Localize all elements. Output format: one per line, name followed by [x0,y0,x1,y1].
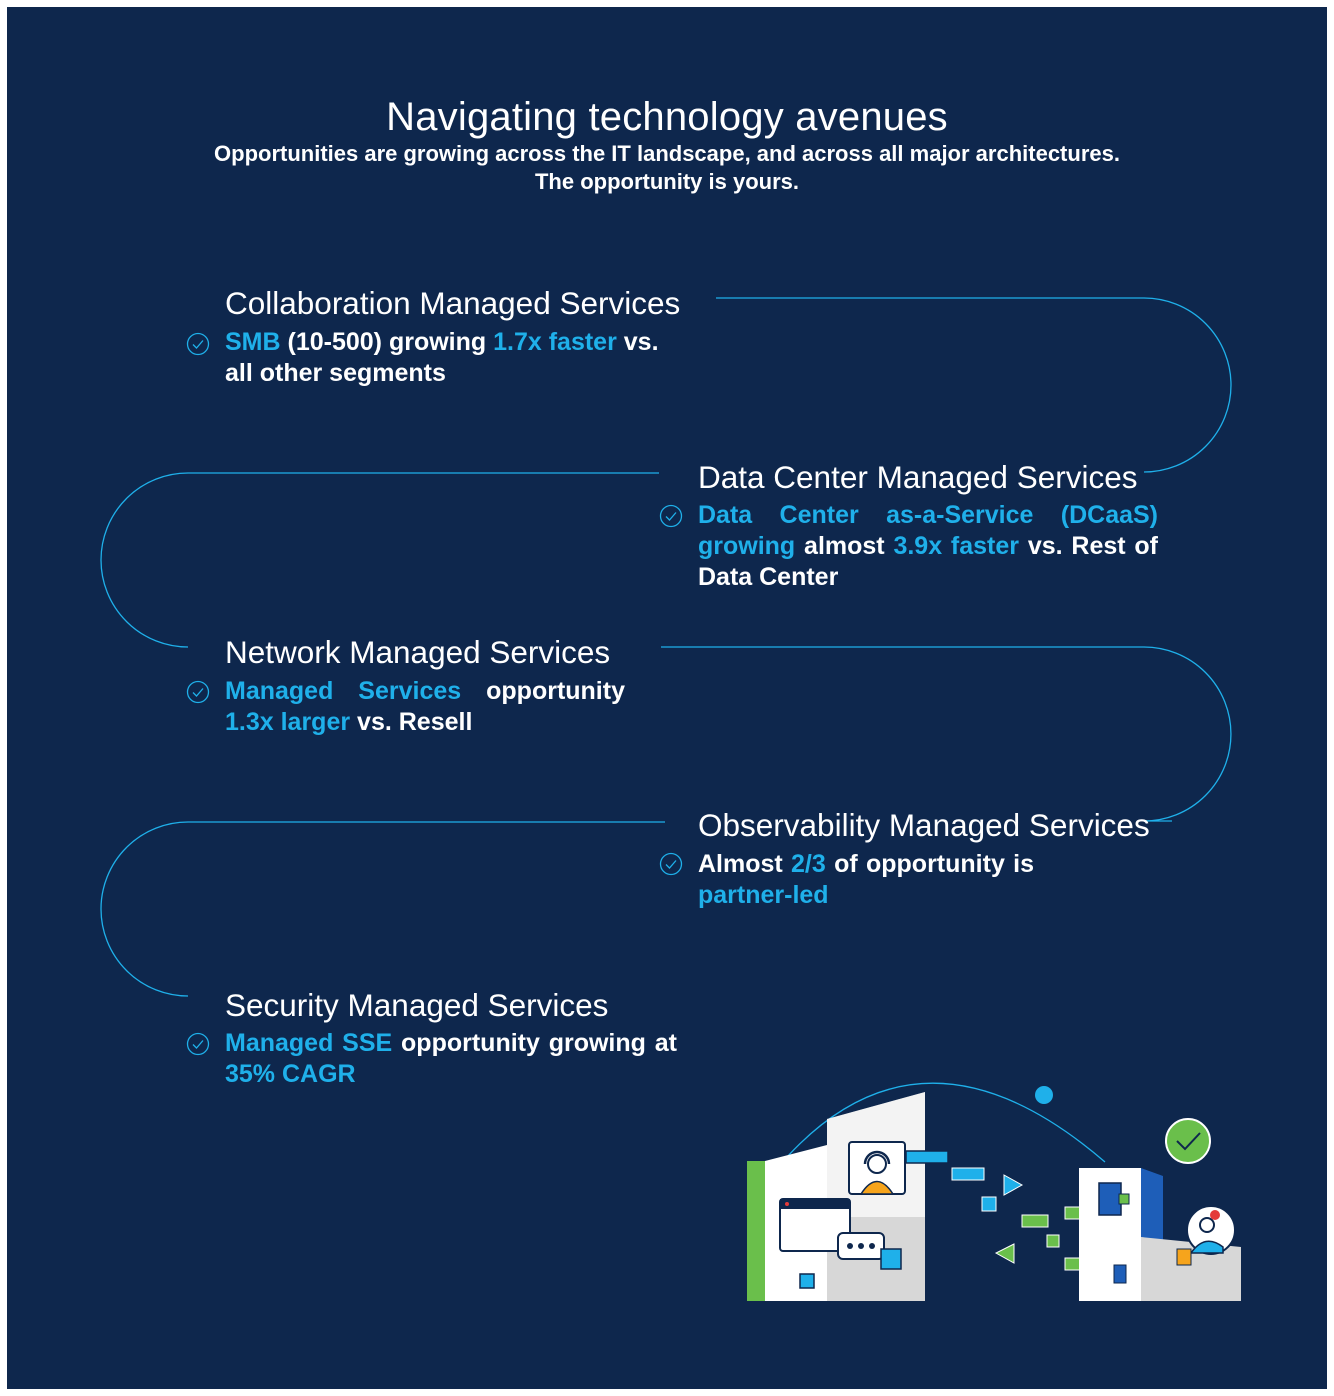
stat-text: of opportunity is [825,850,1034,878]
section-stat [225,327,675,389]
page-title: Navigating technology avenues [386,95,948,139]
check-circle-icon [186,680,210,704]
stat-highlight: 1.7x faster [493,328,617,356]
section-title: Collaboration Managed Services [225,285,681,321]
stat-highlight: SMB [225,328,281,356]
stat-text: opportunity growing at [392,1029,677,1057]
stat-text: vs. Resell [350,708,473,736]
stat-highlight: Managed Services [225,677,462,705]
section-stat [225,676,625,738]
subtitle-line-2: The opportunity is yours. [534,169,799,194]
stat-highlight: 35% CAGR [225,1060,356,1088]
node-dot-icon [1035,1086,1053,1104]
stat-highlight: partner-led [698,881,829,909]
check-circle-icon [659,852,683,876]
managed-services-illustration [745,1057,1255,1307]
headset-agent-icon [849,1142,948,1194]
checkmark-badge-icon [1166,1119,1210,1163]
stat-text: (10-500) growing [280,328,494,356]
infographic-panel [7,7,1327,1389]
stat-text: vs. Rest of Data Center [698,532,1158,591]
section-stat [225,1028,677,1090]
stat-highlight: 1.3x larger [225,708,351,736]
stat-highlight: 2/3 [791,850,826,878]
section-collaboration [225,285,680,321]
section-title: Observability Managed Services [698,807,1150,843]
stat-highlight: 3.9x faster [893,532,1020,560]
stat-text: vs. all other segments [225,328,659,387]
section-observability [698,807,1150,843]
subtitle-line-1: Opportunities are growing across the IT landscape, and across all major architectures. [214,141,1120,166]
stat-text: Almost [698,850,792,878]
check-circle-icon [186,1032,210,1056]
stat-highlight: Managed SSE [225,1029,393,1057]
section-network [225,634,610,670]
stat-highlight: Data Center as-a-Service (DCaaS) growing [698,501,1158,560]
section-title: Network Managed Services [225,634,611,670]
section-stat [698,500,1158,593]
stat-text: almost [795,532,894,560]
section-stat [698,849,1034,911]
stat-text: opportunity [461,677,625,705]
data-flow-arrows-icon [952,1168,1101,1270]
section-title: Security Managed Services [225,987,609,1023]
section-security [225,987,608,1023]
check-circle-icon [659,504,683,528]
check-circle-icon [186,332,210,356]
section-data-center [698,459,1137,495]
section-title: Data Center Managed Services [698,459,1138,495]
